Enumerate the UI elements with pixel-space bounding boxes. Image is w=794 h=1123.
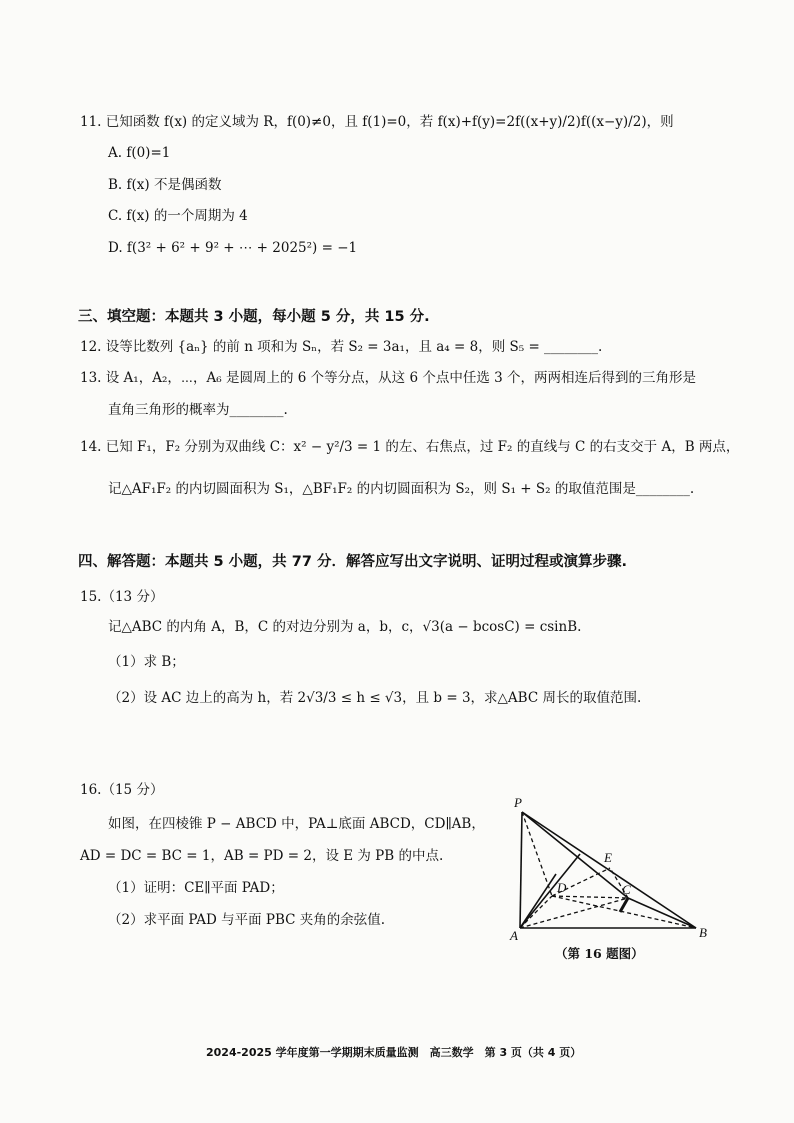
q11-stem: 11. 已知函数 f(x) 的定义域为 R，f(0)≠0，且 f(1)=0，若 f(x)+f(y)=2f((x+y)/2)f((x−y)/2)，则	[80, 114, 674, 130]
thick-segment	[620, 898, 628, 912]
pyramid-figure	[500, 792, 720, 942]
edge-db-hidden	[552, 896, 696, 928]
q15-part2: （2）设 AC 边上的高为 h，若 2√3/3 ≤ h ≤ √3，且 b = 3，求△ABC 周长的取值范围.	[108, 690, 642, 706]
page-footer: 2024-2025 学年度第一学期期末质量监测 高三数学 第 3 页（共 4 页）	[206, 1046, 582, 1059]
section4-title: 四、解答题：本题共 5 小题，共 77 分．解答应写出文字说明、证明过程或演算步骤.	[78, 554, 627, 570]
q16-stem1: 如图，在四棱锥 P − ABCD 中，PA⊥底面 ABCD，CD∥AB，	[108, 816, 485, 832]
q13-line1: 13. 设 A₁，A₂，⋯，A₆ 是圆周上的 6 个等分点，从这 6 个点中任选 3 个，两两相连后得到的三角形是	[80, 370, 696, 386]
q15-header: 15.（13 分）	[80, 589, 164, 605]
edge-pb	[522, 812, 696, 928]
label-b: B	[699, 925, 707, 940]
line-a-up2	[520, 854, 580, 928]
q11-option-a: A. f(0)=1	[108, 145, 171, 161]
q14-line1: 14. 已知 F₁，F₂ 分别为双曲线 C：x² − y²/3 = 1 的左、右焦点，过 F₂ 的直线与 C 的右支交于 A，B 两点，	[80, 439, 740, 455]
label-e: E	[604, 850, 612, 865]
q13-line2: 直角三角形的概率为________.	[108, 402, 288, 418]
label-c: C	[622, 882, 631, 897]
q11-option-d: D. f(3² + 6² + 9² + ⋯ + 2025²) = −1	[108, 240, 358, 256]
label-a: A	[510, 928, 518, 942]
q11-option-c: C. f(x) 的一个周期为 4	[108, 208, 248, 224]
q12-text: 12. 设等比数列 {aₙ} 的前 n 项和为 Sₙ，若 S₂ = 3a₁，且 a₄ = 8，则 S₅ = ________.	[80, 339, 603, 355]
q16-part2: （2）求平面 PAD 与平面 PBC 夹角的余弦值.	[108, 912, 386, 928]
q16-part1: （1）证明：CE∥平面 PAD；	[108, 880, 284, 896]
edge-dc-hidden	[552, 896, 628, 898]
q15-part1: （1）求 B；	[108, 654, 185, 670]
q16-stem2: AD = DC = BC = 1，AB = PD = 2，设 E 为 PB 的中点.	[80, 848, 444, 864]
q15-stem: 记△ABC 的内角 A，B，C 的对边分别为 a，b，c，√3(a − bcosC) = csinB.	[108, 619, 582, 635]
edge-cb	[628, 898, 696, 928]
edge-pa	[520, 812, 522, 928]
q14-line2: 记△AF₁F₂ 的内切圆面积为 S₁，△BF₁F₂ 的内切圆面积为 S₂，则 S₁ + S₂ 的取值范围是________.	[108, 481, 695, 497]
q11-option-b: B. f(x) 不是偶函数	[108, 177, 222, 193]
figure-caption: （第 16 题图）	[555, 946, 644, 961]
q16-header: 16.（15 分）	[80, 782, 164, 798]
section3-title: 三、填空题：本题共 3 小题，每小题 5 分，共 15 分.	[78, 309, 430, 325]
label-d: D	[557, 880, 567, 895]
label-p: P	[514, 795, 522, 810]
